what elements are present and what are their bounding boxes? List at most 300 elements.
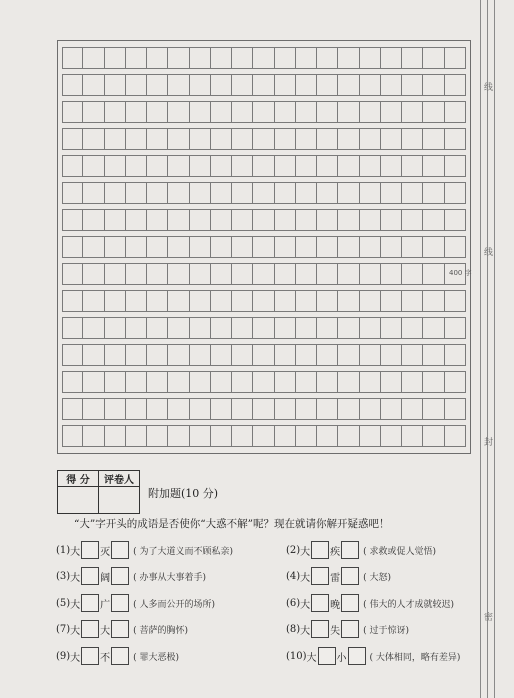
grid-cell[interactable] — [83, 398, 104, 420]
grid-cell[interactable] — [253, 290, 274, 312]
grid-cell[interactable] — [381, 155, 402, 177]
grid-cell[interactable] — [168, 101, 189, 123]
answer-box[interactable] — [111, 620, 129, 638]
grid-cell[interactable] — [62, 101, 83, 123]
grid-cell[interactable] — [126, 398, 147, 420]
grid-cell[interactable] — [381, 317, 402, 339]
answer-box[interactable] — [311, 594, 329, 612]
grid-cell[interactable] — [190, 425, 211, 447]
grid-cell[interactable] — [402, 47, 423, 69]
grid-cell[interactable] — [126, 263, 147, 285]
grid-cell[interactable] — [62, 371, 83, 393]
grid-cell[interactable] — [381, 290, 402, 312]
grid-cell[interactable] — [83, 209, 104, 231]
grid-cell[interactable] — [275, 236, 296, 258]
grid-cell[interactable] — [83, 263, 104, 285]
grid-cell[interactable] — [126, 74, 147, 96]
grid-cell[interactable] — [168, 371, 189, 393]
grid-cell[interactable] — [275, 182, 296, 204]
grid-cell[interactable] — [317, 344, 338, 366]
grid-cell[interactable] — [402, 398, 423, 420]
grid-cell[interactable] — [317, 290, 338, 312]
grid-cell[interactable] — [105, 128, 126, 150]
grid-cell[interactable] — [211, 344, 232, 366]
grid-cell[interactable] — [190, 371, 211, 393]
grid-cell[interactable] — [253, 398, 274, 420]
grid-cell[interactable] — [296, 74, 317, 96]
grid-cell[interactable] — [211, 101, 232, 123]
grid-cell[interactable] — [296, 182, 317, 204]
grid-cell[interactable] — [360, 101, 381, 123]
grid-cell[interactable] — [232, 236, 253, 258]
grid-cell[interactable] — [211, 74, 232, 96]
grid-cell[interactable] — [147, 263, 168, 285]
grid-cell[interactable] — [381, 398, 402, 420]
grid-cell[interactable] — [338, 425, 359, 447]
grid-cell[interactable] — [445, 290, 466, 312]
grid-cell[interactable] — [62, 317, 83, 339]
grid-cell[interactable] — [62, 128, 83, 150]
grid-cell[interactable] — [211, 263, 232, 285]
grid-cell[interactable] — [190, 101, 211, 123]
answer-box[interactable] — [81, 594, 99, 612]
grid-cell[interactable] — [126, 209, 147, 231]
answer-box[interactable] — [311, 620, 329, 638]
grid-cell[interactable] — [360, 263, 381, 285]
grid-cell[interactable] — [126, 317, 147, 339]
grid-cell[interactable] — [83, 290, 104, 312]
grid-cell[interactable] — [105, 290, 126, 312]
grid-cell[interactable] — [423, 209, 444, 231]
grid-cell[interactable] — [126, 371, 147, 393]
grid-cell[interactable] — [168, 263, 189, 285]
grid-cell[interactable] — [360, 74, 381, 96]
grid-cell[interactable] — [126, 128, 147, 150]
answer-box[interactable] — [111, 594, 129, 612]
answer-box[interactable] — [318, 647, 336, 665]
grid-cell[interactable] — [275, 425, 296, 447]
grid-cell[interactable] — [62, 182, 83, 204]
grid-cell[interactable] — [275, 398, 296, 420]
grid-cell[interactable] — [317, 209, 338, 231]
answer-box[interactable] — [341, 620, 359, 638]
grid-cell[interactable] — [211, 371, 232, 393]
grid-cell[interactable] — [168, 74, 189, 96]
grid-cell[interactable] — [253, 155, 274, 177]
grid-cell[interactable] — [190, 317, 211, 339]
grid-cell[interactable] — [147, 128, 168, 150]
grid-cell[interactable] — [381, 344, 402, 366]
grid-cell[interactable] — [105, 425, 126, 447]
grid-cell[interactable] — [253, 182, 274, 204]
grid-cell[interactable] — [296, 47, 317, 69]
grid-cell[interactable] — [296, 290, 317, 312]
grid-cell[interactable] — [211, 317, 232, 339]
grid-cell[interactable] — [168, 425, 189, 447]
grid-cell[interactable] — [360, 371, 381, 393]
grid-cell[interactable] — [83, 155, 104, 177]
grid-cell[interactable] — [423, 182, 444, 204]
grid-cell[interactable] — [338, 263, 359, 285]
grid-cell[interactable] — [62, 398, 83, 420]
answer-box[interactable] — [341, 541, 359, 559]
grid-cell[interactable] — [402, 236, 423, 258]
grid-cell[interactable] — [126, 101, 147, 123]
grid-cell[interactable] — [232, 155, 253, 177]
grid-cell[interactable] — [126, 47, 147, 69]
grid-cell[interactable] — [190, 290, 211, 312]
grid-cell[interactable] — [381, 209, 402, 231]
grid-cell[interactable] — [423, 290, 444, 312]
grid-cell[interactable] — [147, 155, 168, 177]
grid-cell[interactable] — [275, 128, 296, 150]
grid-cell[interactable] — [62, 236, 83, 258]
grid-cell[interactable] — [445, 398, 466, 420]
grid-cell[interactable] — [62, 155, 83, 177]
grid-cell[interactable] — [338, 398, 359, 420]
grid-cell[interactable] — [402, 344, 423, 366]
grid-cell[interactable] — [423, 344, 444, 366]
grid-cell[interactable] — [445, 74, 466, 96]
grid-cell[interactable] — [83, 47, 104, 69]
grid-cell[interactable] — [296, 128, 317, 150]
grid-cell[interactable] — [62, 290, 83, 312]
grid-cell[interactable] — [83, 425, 104, 447]
grid-cell[interactable] — [147, 47, 168, 69]
grid-cell[interactable] — [147, 290, 168, 312]
grid-cell[interactable] — [211, 425, 232, 447]
grid-cell[interactable] — [232, 263, 253, 285]
grid-cell[interactable] — [147, 74, 168, 96]
grid-cell[interactable] — [402, 128, 423, 150]
grid-cell[interactable] — [232, 398, 253, 420]
grid-cell[interactable] — [147, 101, 168, 123]
grid-cell[interactable] — [83, 182, 104, 204]
grid-cell[interactable] — [147, 398, 168, 420]
grid-cell[interactable] — [381, 101, 402, 123]
grid-cell[interactable] — [445, 155, 466, 177]
grid-cell[interactable] — [360, 155, 381, 177]
grid-cell[interactable] — [190, 398, 211, 420]
grid-cell[interactable] — [402, 74, 423, 96]
grid-cell[interactable] — [105, 155, 126, 177]
grid-cell[interactable] — [105, 398, 126, 420]
grid-cell[interactable] — [317, 236, 338, 258]
grid-cell[interactable] — [211, 398, 232, 420]
grid-cell[interactable] — [360, 236, 381, 258]
grid-cell[interactable] — [275, 290, 296, 312]
grid-cell[interactable] — [62, 74, 83, 96]
grid-cell[interactable] — [211, 155, 232, 177]
grid-cell[interactable] — [232, 101, 253, 123]
grid-cell[interactable] — [83, 317, 104, 339]
grid-cell[interactable] — [338, 101, 359, 123]
grid-cell[interactable] — [296, 344, 317, 366]
grid-cell[interactable] — [317, 74, 338, 96]
grid-cell[interactable] — [360, 290, 381, 312]
grid-cell[interactable] — [445, 182, 466, 204]
grid-cell[interactable] — [402, 182, 423, 204]
grid-cell[interactable] — [83, 74, 104, 96]
grid-cell[interactable] — [232, 47, 253, 69]
grid-cell[interactable] — [147, 371, 168, 393]
grid-cell[interactable] — [168, 290, 189, 312]
grid-cell[interactable] — [168, 317, 189, 339]
grid-cell[interactable] — [253, 101, 274, 123]
grid-cell[interactable] — [190, 236, 211, 258]
grid-cell[interactable] — [275, 101, 296, 123]
grid-cell[interactable] — [232, 128, 253, 150]
grid-cell[interactable] — [168, 47, 189, 69]
answer-box[interactable] — [348, 647, 366, 665]
grid-cell[interactable] — [232, 209, 253, 231]
grader-cell[interactable] — [99, 487, 140, 514]
grid-cell[interactable] — [445, 47, 466, 69]
grid-cell[interactable] — [253, 47, 274, 69]
grid-cell[interactable] — [275, 155, 296, 177]
grid-cell[interactable] — [105, 182, 126, 204]
grid-cell[interactable] — [360, 47, 381, 69]
grid-cell[interactable] — [253, 371, 274, 393]
grid-cell[interactable] — [381, 236, 402, 258]
grid-cell[interactable] — [275, 209, 296, 231]
answer-box[interactable] — [111, 647, 129, 665]
grid-cell[interactable] — [423, 317, 444, 339]
grid-cell[interactable] — [147, 344, 168, 366]
grid-cell[interactable] — [105, 263, 126, 285]
grid-cell[interactable] — [338, 209, 359, 231]
grid-cell[interactable] — [381, 47, 402, 69]
grid-cell[interactable] — [317, 425, 338, 447]
grid-cell[interactable] — [338, 155, 359, 177]
grid-cell[interactable] — [211, 209, 232, 231]
grid-cell[interactable] — [62, 47, 83, 69]
grid-cell[interactable] — [275, 371, 296, 393]
answer-box[interactable] — [341, 567, 359, 585]
grid-cell[interactable] — [423, 236, 444, 258]
grid-cell[interactable] — [232, 344, 253, 366]
grid-cell[interactable] — [423, 371, 444, 393]
grid-cell[interactable] — [317, 101, 338, 123]
grid-cell[interactable] — [105, 47, 126, 69]
grid-cell[interactable] — [338, 371, 359, 393]
grid-cell[interactable] — [232, 74, 253, 96]
grid-cell[interactable] — [402, 101, 423, 123]
grid-cell[interactable] — [168, 344, 189, 366]
grid-cell[interactable] — [105, 344, 126, 366]
grid-cell[interactable] — [190, 263, 211, 285]
grid-cell[interactable] — [423, 74, 444, 96]
grid-cell[interactable] — [190, 128, 211, 150]
grid-cell[interactable] — [83, 371, 104, 393]
answer-box[interactable] — [111, 541, 129, 559]
grid-cell[interactable] — [126, 290, 147, 312]
grid-cell[interactable] — [296, 101, 317, 123]
grid-cell[interactable] — [360, 128, 381, 150]
grid-cell[interactable] — [296, 236, 317, 258]
grid-cell[interactable] — [275, 74, 296, 96]
grid-cell[interactable] — [190, 47, 211, 69]
grid-cell[interactable] — [147, 209, 168, 231]
grid-cell[interactable] — [83, 128, 104, 150]
grid-cell[interactable] — [105, 209, 126, 231]
grid-cell[interactable] — [445, 371, 466, 393]
grid-cell[interactable] — [253, 128, 274, 150]
grid-cell[interactable] — [402, 290, 423, 312]
grid-cell[interactable] — [275, 47, 296, 69]
grid-cell[interactable] — [402, 209, 423, 231]
grid-cell[interactable] — [338, 47, 359, 69]
grid-cell[interactable] — [445, 317, 466, 339]
grid-cell[interactable] — [83, 236, 104, 258]
answer-box[interactable] — [341, 594, 359, 612]
answer-box[interactable] — [81, 647, 99, 665]
grid-cell[interactable] — [381, 371, 402, 393]
grid-cell[interactable] — [83, 344, 104, 366]
grid-cell[interactable] — [402, 425, 423, 447]
grid-cell[interactable] — [126, 155, 147, 177]
grid-cell[interactable] — [147, 236, 168, 258]
grid-cell[interactable] — [296, 317, 317, 339]
grid-cell[interactable] — [317, 263, 338, 285]
grid-cell[interactable] — [317, 47, 338, 69]
grid-cell[interactable] — [147, 182, 168, 204]
grid-cell[interactable] — [62, 263, 83, 285]
grid-cell[interactable] — [296, 263, 317, 285]
grid-cell[interactable] — [232, 425, 253, 447]
grid-cell[interactable] — [126, 236, 147, 258]
grid-cell[interactable] — [381, 425, 402, 447]
score-cell[interactable] — [58, 487, 99, 514]
answer-box[interactable] — [311, 541, 329, 559]
grid-cell[interactable] — [338, 344, 359, 366]
grid-cell[interactable] — [338, 236, 359, 258]
grid-cell[interactable] — [423, 425, 444, 447]
grid-cell[interactable] — [381, 263, 402, 285]
grid-cell[interactable] — [360, 317, 381, 339]
grid-cell[interactable] — [232, 182, 253, 204]
grid-cell[interactable] — [126, 425, 147, 447]
grid-cell[interactable] — [445, 425, 466, 447]
grid-cell[interactable] — [168, 128, 189, 150]
grid-cell[interactable] — [445, 236, 466, 258]
grid-cell[interactable] — [275, 263, 296, 285]
grid-cell[interactable] — [168, 155, 189, 177]
grid-cell[interactable] — [232, 371, 253, 393]
grid-cell[interactable] — [423, 101, 444, 123]
grid-cell[interactable] — [211, 182, 232, 204]
grid-cell[interactable] — [211, 236, 232, 258]
grid-cell[interactable] — [296, 155, 317, 177]
grid-cell[interactable] — [402, 371, 423, 393]
grid-cell[interactable] — [381, 128, 402, 150]
grid-cell[interactable] — [360, 398, 381, 420]
grid-cell[interactable] — [423, 47, 444, 69]
grid-cell[interactable] — [62, 425, 83, 447]
answer-box[interactable] — [81, 567, 99, 585]
grid-cell[interactable] — [62, 344, 83, 366]
grid-cell[interactable] — [296, 209, 317, 231]
grid-cell[interactable] — [232, 317, 253, 339]
grid-cell[interactable] — [253, 74, 274, 96]
grid-cell[interactable] — [211, 128, 232, 150]
grid-cell[interactable] — [317, 317, 338, 339]
grid-cell[interactable] — [381, 182, 402, 204]
grid-cell[interactable] — [168, 209, 189, 231]
grid-cell[interactable] — [445, 128, 466, 150]
grid-cell[interactable] — [168, 182, 189, 204]
grid-cell[interactable] — [402, 263, 423, 285]
grid-cell[interactable] — [338, 317, 359, 339]
grid-cell[interactable] — [317, 182, 338, 204]
grid-cell[interactable] — [253, 317, 274, 339]
grid-cell[interactable] — [423, 398, 444, 420]
grid-cell[interactable] — [402, 155, 423, 177]
grid-cell[interactable] — [423, 128, 444, 150]
grid-cell[interactable] — [360, 344, 381, 366]
grid-cell[interactable] — [381, 74, 402, 96]
grid-cell[interactable] — [317, 128, 338, 150]
grid-cell[interactable] — [253, 425, 274, 447]
grid-cell[interactable] — [62, 209, 83, 231]
grid-cell[interactable] — [360, 425, 381, 447]
grid-cell[interactable] — [338, 290, 359, 312]
grid-cell[interactable] — [423, 263, 444, 285]
grid-cell[interactable] — [296, 371, 317, 393]
grid-cell[interactable] — [232, 290, 253, 312]
grid-cell[interactable] — [317, 155, 338, 177]
grid-cell[interactable] — [83, 101, 104, 123]
grid-cell[interactable] — [126, 344, 147, 366]
grid-cell[interactable] — [105, 101, 126, 123]
grid-cell[interactable] — [168, 398, 189, 420]
grid-cell[interactable] — [190, 344, 211, 366]
grid-cell[interactable] — [402, 317, 423, 339]
grid-cell[interactable] — [253, 344, 274, 366]
grid-cell[interactable] — [317, 371, 338, 393]
grid-cell[interactable] — [190, 155, 211, 177]
grid-cell[interactable] — [147, 425, 168, 447]
grid-cell[interactable] — [360, 182, 381, 204]
grid-cell[interactable] — [338, 182, 359, 204]
grid-cell[interactable] — [275, 317, 296, 339]
grid-cell[interactable] — [423, 155, 444, 177]
grid-cell[interactable] — [253, 236, 274, 258]
grid-cell[interactable] — [253, 263, 274, 285]
grid-cell[interactable] — [296, 425, 317, 447]
grid-cell[interactable] — [105, 74, 126, 96]
answer-box[interactable] — [311, 567, 329, 585]
grid-cell[interactable] — [275, 344, 296, 366]
grid-cell[interactable] — [168, 236, 189, 258]
grid-cell[interactable] — [105, 236, 126, 258]
answer-box[interactable] — [81, 541, 99, 559]
grid-cell[interactable] — [190, 74, 211, 96]
grid-cell[interactable] — [211, 47, 232, 69]
grid-cell[interactable] — [338, 128, 359, 150]
grid-cell[interactable] — [105, 371, 126, 393]
grid-cell[interactable] — [126, 182, 147, 204]
grid-cell[interactable] — [211, 290, 232, 312]
grid-cell[interactable] — [105, 317, 126, 339]
grid-cell[interactable] — [317, 398, 338, 420]
grid-cell[interactable] — [338, 74, 359, 96]
grid-cell[interactable] — [296, 398, 317, 420]
grid-cell[interactable] — [445, 101, 466, 123]
grid-cell[interactable] — [147, 317, 168, 339]
grid-cell[interactable] — [445, 209, 466, 231]
grid-cell[interactable] — [360, 209, 381, 231]
